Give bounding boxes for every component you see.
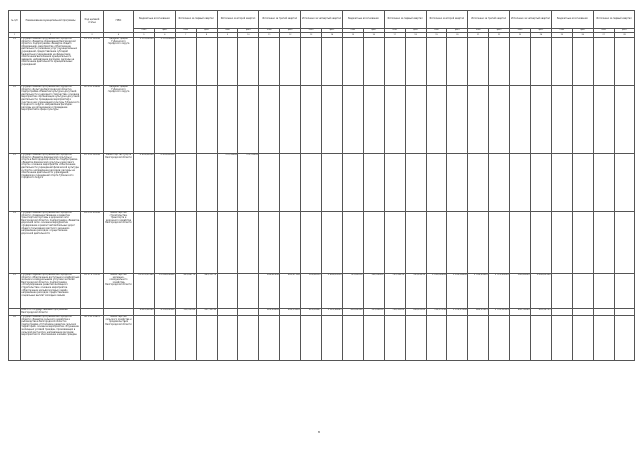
amount-cell — [301, 85, 322, 153]
column-number: 2 — [21, 33, 81, 38]
amount-cell — [196, 211, 217, 273]
amount-cell — [280, 153, 301, 211]
amount-cell — [447, 315, 468, 360]
amount-cell — [593, 211, 614, 273]
amount-cell — [322, 37, 343, 85]
amount-cell — [510, 37, 531, 85]
target-code: 02 4 01 29990 — [81, 85, 104, 153]
amount-cell — [217, 85, 238, 153]
column-number: 15 — [342, 33, 363, 38]
amount-cell — [510, 153, 531, 211]
table-row — [9, 153, 635, 211]
program-name: Всего по государственным программам Белгородской области — [21, 308, 81, 315]
header-period: Бюджетные ассигнования — [134, 11, 176, 29]
amount-cell: 1 324,98063 — [322, 308, 343, 315]
amount-cell — [175, 37, 196, 85]
amount-cell — [238, 315, 259, 360]
program-name: Государственная программа Белгородской области «Развитие физической культуры и спорта в Белгородской области» подпрограмма «Развитие физической культуры и массового спорта» основное мероприятие «Обеспечение деятельности учреждений физической культуры и спорта» направление расходов: расходы на обеспечение деятельности учреждений, поддержка учреждений спорта Губкинского городского округа — [21, 153, 81, 211]
amount-cell — [384, 37, 405, 85]
amount-cell — [572, 211, 593, 273]
amount-cell — [363, 211, 384, 273]
header-period: Исполнено за второй квартал — [426, 11, 468, 29]
target-code: 06 1 01 L5670 — [81, 315, 104, 360]
amount-cell — [572, 315, 593, 360]
amount-cell: 960,05915 — [468, 308, 489, 315]
amount-cell — [238, 308, 259, 315]
amount-cell: 726,30160 — [384, 308, 405, 315]
amount-cell: 424,84902 — [259, 308, 280, 315]
amount-cell — [468, 315, 489, 360]
header-fact: факт — [614, 28, 635, 33]
amount-cell — [593, 85, 614, 153]
column-number: 8 — [196, 33, 217, 38]
amount-cell: 375,34000 — [238, 153, 259, 211]
amount-cell — [468, 85, 489, 153]
amount-cell — [217, 37, 238, 85]
amount-cell — [175, 153, 196, 211]
amount-cell — [447, 211, 468, 273]
amount-cell — [238, 211, 259, 273]
header-plan: план — [384, 28, 405, 33]
amount-cell: 15 078,97960 — [134, 273, 155, 308]
column-number: 13 — [301, 33, 322, 38]
amount-cell — [217, 211, 238, 273]
grbs-name: Министерство жилищно-коммунального хозяйства Белгородской области — [104, 273, 134, 308]
header-plan: план — [468, 28, 489, 33]
row-number: 13 — [9, 153, 21, 211]
target-code: 05 1 F2 55550 — [81, 273, 104, 308]
amount-cell — [572, 85, 593, 153]
column-number: 16 — [363, 33, 384, 38]
amount-cell: 1 074,23160 — [447, 308, 468, 315]
amount-cell — [301, 153, 322, 211]
amount-cell — [175, 85, 196, 153]
amount-cell — [447, 37, 468, 85]
row-number: 12 — [9, 85, 21, 153]
amount-cell — [510, 211, 531, 273]
column-number: 9 — [217, 33, 238, 38]
column-number: 20 — [447, 33, 468, 38]
amount-cell — [280, 37, 301, 85]
header-fact: факт — [280, 28, 301, 33]
program-name: Государственная программа Белгородской области «Развитие образования Белгородской области» подпрограмма «Развитие общего образования» мероприятие «Обеспечение деятельности (оказание услуг) муниципальных учреждений, предоставление субсидий бюджетным учреждениям на финансовое обеспечение выполнения муниципального задания» направление расходов: расходы на обеспечение деятельности муниципальных учреждений — [21, 37, 81, 85]
column-number: 5 — [134, 33, 155, 38]
amount-cell — [301, 211, 322, 273]
amount-cell — [426, 211, 447, 273]
header-plan: план — [510, 28, 531, 33]
amount-cell — [468, 37, 489, 85]
amount-cell: 301,62651 — [301, 273, 322, 308]
row-number: 16 — [9, 315, 21, 360]
amount-cell — [510, 315, 531, 360]
header-fact: факт — [238, 28, 259, 33]
amount-cell — [301, 37, 322, 85]
amount-cell: 465,07590 — [280, 273, 301, 308]
column-number: 28 — [614, 33, 635, 38]
grbs-name: Администрация Губкинского городского округа — [104, 37, 134, 85]
amount-cell — [572, 308, 593, 315]
amount-cell: 2 934,45000 — [154, 153, 175, 211]
grbs-name: Министерство строительства, транспорта и дорожного хозяйства Белгородской области — [104, 211, 134, 273]
amount-cell: 315,80160 — [363, 308, 384, 315]
amount-cell — [614, 211, 635, 273]
amount-cell — [384, 315, 405, 360]
grbs-name: Министерство спорта Белгородской области — [104, 153, 134, 211]
amount-cell — [301, 315, 322, 360]
amount-cell — [447, 85, 468, 153]
amount-cell — [551, 211, 572, 273]
amount-cell — [551, 315, 572, 360]
amount-cell — [217, 308, 238, 315]
amount-cell — [489, 153, 510, 211]
amount-cell — [280, 85, 301, 153]
amount-cell — [572, 273, 593, 308]
target-code: 03 1 01 00590 — [81, 153, 104, 211]
amount-cell: 465,35770 — [196, 273, 217, 308]
table-row — [9, 273, 635, 308]
amount-cell: 723,81050 — [342, 273, 363, 308]
table-row — [9, 37, 635, 85]
amount-cell — [384, 211, 405, 273]
amount-cell: 2 934,45000 — [134, 153, 155, 211]
amount-cell — [363, 153, 384, 211]
header-plan: план — [593, 28, 614, 33]
amount-cell — [363, 37, 384, 85]
amount-cell: 1 712,32414 — [489, 308, 510, 315]
amount-cell — [531, 85, 552, 153]
header-fact: факт — [447, 28, 468, 33]
table-row — [9, 315, 635, 360]
grbs-name: Администрация Губкинского городского округа — [104, 85, 134, 153]
amount-cell: 1 120,89400 — [447, 273, 468, 308]
column-number: 22 — [489, 33, 510, 38]
column-number: 27 — [593, 33, 614, 38]
column-number: 17 — [384, 33, 405, 38]
amount-cell: 417,36740 — [196, 308, 217, 315]
header-fact: факт — [196, 28, 217, 33]
amount-cell — [531, 315, 552, 360]
amount-cell — [489, 85, 510, 153]
column-number: 24 — [531, 33, 552, 38]
amount-cell — [405, 315, 426, 360]
amount-cell — [614, 37, 635, 85]
amount-cell — [134, 85, 155, 153]
amount-cell: 900,79060 — [510, 308, 531, 315]
header-period: Исполнено за третий квартал — [259, 11, 301, 29]
amount-cell — [280, 315, 301, 360]
column-number: 12 — [280, 33, 301, 38]
header-period: Исполнено за третий квартал — [468, 11, 510, 29]
amount-cell — [531, 211, 552, 273]
header-fact: факт — [154, 28, 175, 33]
amount-cell — [196, 37, 217, 85]
header-fact: факт — [572, 28, 593, 33]
header-program-name: Наименование муниципальной программы — [21, 11, 81, 33]
column-number: 3 — [81, 33, 104, 38]
target-code — [81, 308, 104, 315]
amount-cell — [614, 308, 635, 315]
amount-cell — [510, 85, 531, 153]
amount-cell — [154, 315, 175, 360]
header-fact: факт — [489, 28, 510, 33]
row-number — [9, 308, 21, 315]
amount-cell — [593, 315, 614, 360]
amount-cell — [551, 273, 572, 308]
amount-cell — [259, 85, 280, 153]
amount-cell — [154, 211, 175, 273]
header-plan: план — [134, 28, 155, 33]
amount-cell — [238, 37, 259, 85]
amount-cell — [551, 153, 572, 211]
amount-cell — [593, 153, 614, 211]
amount-cell: 482,33610 — [280, 308, 301, 315]
table-body — [9, 37, 635, 360]
column-number: 25 — [551, 33, 572, 38]
header-period: Бюджетные ассигнования — [342, 11, 384, 29]
header-plan: план — [175, 28, 196, 33]
budget-table — [8, 10, 635, 361]
header-fact: факт — [322, 28, 343, 33]
amount-cell — [259, 315, 280, 360]
header-fact: факт — [363, 28, 384, 33]
table-row — [9, 85, 635, 153]
amount-cell — [259, 211, 280, 273]
amount-cell: 800,22630 — [405, 308, 426, 315]
row-number: 14 — [9, 211, 21, 273]
column-number: 23 — [510, 33, 531, 38]
column-number: 4 — [104, 33, 134, 38]
amount-cell: 702,67540 — [426, 308, 447, 315]
amount-cell: 9 550,22960 — [154, 308, 175, 315]
amount-cell — [175, 211, 196, 273]
amount-cell: 1 010,90900 — [426, 273, 447, 308]
program-name: Государственная программа Белгородской области «Развитие сельского хозяйства и рыбоводства в Белгородской области» подпрограмма «Устойчивое развитие сельских территорий» основное мероприятие «Улучшение жилищных условий граждан, проживающих в сельской местности» направление расходов: мероприятия по обеспечению жильём граждан — [21, 315, 81, 360]
amount-cell — [614, 273, 635, 308]
amount-cell — [363, 85, 384, 153]
table-row — [9, 211, 635, 273]
amount-cell — [238, 273, 259, 308]
column-number: 18 — [405, 33, 426, 38]
amount-cell — [468, 211, 489, 273]
amount-cell — [405, 211, 426, 273]
header-fact: факт — [531, 28, 552, 33]
amount-cell: 1 804,05050 — [322, 273, 343, 308]
amount-cell — [322, 153, 343, 211]
amount-cell: 1 721,00000 — [489, 273, 510, 308]
header-period: Бюджетные ассигнования — [551, 11, 593, 29]
amount-cell — [426, 85, 447, 153]
amount-cell: 300,00000 — [510, 273, 531, 308]
amount-cell: 415,98770 — [175, 273, 196, 308]
header-number: № п/п — [9, 11, 21, 33]
amount-cell — [322, 85, 343, 153]
amount-cell — [572, 153, 593, 211]
amount-cell — [489, 211, 510, 273]
amount-cell: 1 354,94910 — [468, 273, 489, 308]
amount-cell — [551, 37, 572, 85]
amount-cell — [593, 37, 614, 85]
amount-cell — [489, 315, 510, 360]
column-number: 14 — [322, 33, 343, 38]
page-number: 8 — [318, 430, 320, 434]
amount-cell — [614, 85, 635, 153]
amount-cell: 9 612,95260 — [134, 308, 155, 315]
program-name: Государственная программа Белгородской области «Культура Белгородской области» подпрограмма «Развитие культурно-досуговой деятельности и народного творчества» основное мероприятие «Организация культурно-досуговой деятельности, проведение мероприятий и участие в них учреждений культуры Губкинского городского округа» направление расходов: расходы на организацию и проведение мероприятий в сфере культуры — [21, 85, 81, 153]
program-name: Государственная программа Белгородской области «Совершенствование и развитие транспортной системы и дорожной сети Белгородской области» подпрограмма «Развитие дорожной сети» основное мероприятие «Содержание и ремонт автомобильных дорог общего пользования местного значения» направление расходов: осуществление дорожной деятельности — [21, 211, 81, 273]
amount-cell — [426, 315, 447, 360]
amount-cell — [614, 153, 635, 211]
header-code: Код целевой статьи — [81, 11, 104, 33]
amount-cell — [426, 37, 447, 85]
amount-cell: 502,00000 — [363, 273, 384, 308]
amount-cell — [342, 315, 363, 360]
column-number: 11 — [259, 33, 280, 38]
amount-cell — [259, 153, 280, 211]
amount-cell: 352,41419 — [175, 308, 196, 315]
amount-cell — [593, 308, 614, 315]
amount-cell — [342, 37, 363, 85]
column-number: 19 — [426, 33, 447, 38]
column-number: 26 — [572, 33, 593, 38]
amount-cell — [217, 315, 238, 360]
row-number: 11 — [9, 37, 21, 85]
amount-cell — [196, 315, 217, 360]
amount-cell — [175, 315, 196, 360]
header-plan: план — [342, 28, 363, 33]
header-period: Исполнено за второй квартал — [217, 11, 259, 29]
column-number: 1 — [9, 33, 21, 38]
amount-cell — [134, 315, 155, 360]
amount-cell — [405, 85, 426, 153]
amount-cell — [593, 273, 614, 308]
amount-cell: 1 353,00000 — [154, 37, 175, 85]
amount-cell — [322, 315, 343, 360]
header-period: Исполнено за первый квартал — [175, 11, 217, 29]
amount-cell: 375,34000 — [217, 153, 238, 211]
amount-cell: 723,34250 — [384, 273, 405, 308]
amount-cell — [196, 153, 217, 211]
amount-cell: 1 600,02340 — [531, 273, 552, 308]
amount-cell — [614, 315, 635, 360]
amount-cell: 323,24230 — [405, 273, 426, 308]
amount-cell — [259, 37, 280, 85]
amount-cell — [342, 211, 363, 273]
target-code: 04 2 01 20590 — [81, 211, 104, 273]
amount-cell: 1 353,00000 — [134, 37, 155, 85]
amount-cell — [134, 211, 155, 273]
amount-cell — [531, 37, 552, 85]
amount-cell — [572, 37, 593, 85]
amount-cell — [489, 37, 510, 85]
target-code: 01 1 01 00590 — [81, 37, 104, 85]
header-period: Исполнено за четвертый квартал — [301, 11, 343, 29]
column-number: 21 — [468, 33, 489, 38]
header-period: Исполнено за четвертый квартал — [510, 11, 552, 29]
row-number: 15 — [9, 273, 21, 308]
header-period: Исполнено за первый квартал — [384, 11, 426, 29]
column-number: 10 — [238, 33, 259, 38]
amount-cell — [363, 315, 384, 360]
header-grbs: ГРБС — [104, 11, 134, 33]
amount-cell: 616,68340 — [342, 308, 363, 315]
amount-cell — [196, 85, 217, 153]
amount-cell — [217, 273, 238, 308]
amount-cell — [531, 153, 552, 211]
amount-cell — [384, 85, 405, 153]
program-name: Государственная программа Белгородской области «Обеспечение доступным и комфортным жильём и коммунальными услугами жителей Белгородской области» подпрограмма «Стимулирование развития жилищного строительства» основное мероприятие «Обеспечение жильём молодых семей» направление расходов: предоставление социальных выплат молодым семьям — [21, 273, 81, 308]
amount-cell — [384, 153, 405, 211]
header-plan: план — [259, 28, 280, 33]
grbs-name: Министерство сельского хозяйства и продовольствия Белгородской области — [104, 315, 134, 360]
amount-cell — [322, 211, 343, 273]
amount-cell — [551, 85, 572, 153]
header-period: Исполнено за первый квартал — [593, 11, 635, 29]
amount-cell: 446,42940 — [259, 273, 280, 308]
amount-cell — [551, 308, 572, 315]
amount-cell — [154, 85, 175, 153]
amount-cell: 993,39713 — [531, 308, 552, 315]
amount-cell — [280, 211, 301, 273]
amount-cell — [468, 153, 489, 211]
table-row — [9, 308, 635, 315]
header-plan: план — [217, 28, 238, 33]
header-plan: план — [301, 28, 322, 33]
amount-cell: 15 088,28960 — [154, 273, 175, 308]
column-number: 7 — [175, 33, 196, 38]
amount-cell — [342, 85, 363, 153]
header-plan: план — [426, 28, 447, 33]
amount-cell — [342, 153, 363, 211]
amount-cell: 921,09927 — [301, 308, 322, 315]
table-header — [9, 11, 635, 38]
amount-cell — [405, 37, 426, 85]
amount-cell — [405, 153, 426, 211]
header-plan: план — [551, 28, 572, 33]
amount-cell — [447, 153, 468, 211]
header-fact: факт — [405, 28, 426, 33]
grbs-name — [104, 308, 134, 315]
amount-cell — [426, 153, 447, 211]
column-number: 6 — [154, 33, 175, 38]
amount-cell — [238, 85, 259, 153]
